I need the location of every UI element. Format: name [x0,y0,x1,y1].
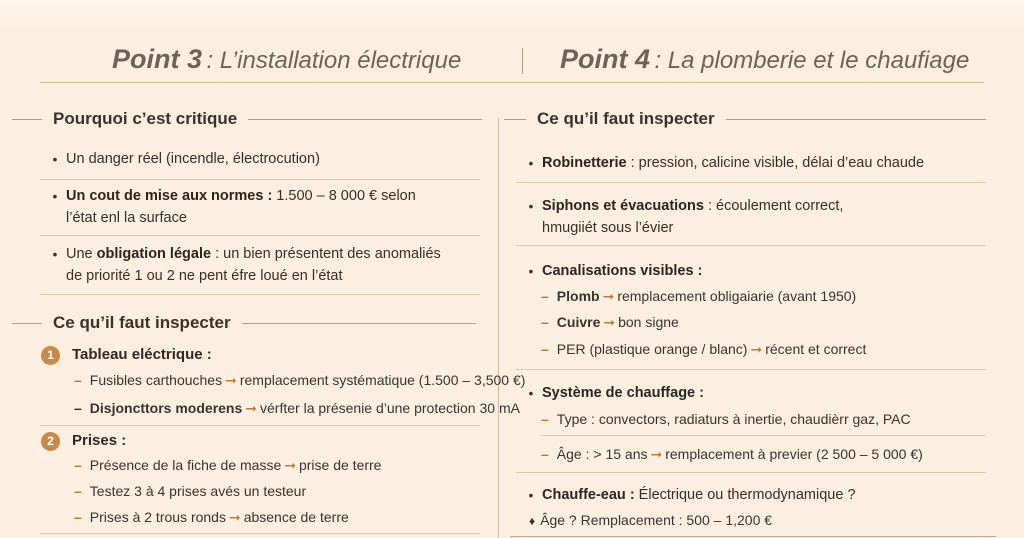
number-badge-2: 2 [41,432,60,451]
dash-icon: – [541,314,549,330]
sub-after: remplacement à previer (2 500 – 5 000 €) [665,446,923,462]
item-bold: Système de chauffage : [542,385,704,401]
bullet-icon: • [528,487,534,503]
sub-item-cuivre [541,312,679,332]
dash-icon: – [74,509,82,525]
divider [40,533,480,534]
divider [40,179,480,180]
arrow-icon: ➞ [284,457,296,473]
item-text: : un bien présentent des anomaliés [211,246,441,262]
point3-subtitle: : L’installation électrique [206,47,462,74]
bullet-icon: • [528,385,534,401]
bottom-rule [510,536,996,537]
dash-icon: – [74,372,82,388]
section-header-inspect-right [504,108,1004,130]
sub-text: Présence de la fiche de masse [89,457,282,473]
bullet-icon: • [52,151,58,167]
bullet-icon: • [528,198,534,214]
point4-title [560,44,969,80]
divider [516,182,986,183]
sub-item-age [541,444,923,464]
sub-item-fusibles [74,370,525,390]
point3-label: Point 3 [112,44,203,74]
sub-after: prise de terre [298,457,382,473]
sub-item-chauffe-eau-age [529,510,772,531]
sub-item-type [541,409,911,429]
section-title: Pourquoi c’est critique [53,109,238,128]
sub-text: Fusibles carthouches [89,372,223,388]
sub-bold: Plomb [556,288,600,304]
title-rule [40,82,984,83]
sub-bold: Disjoncttors moderens [89,400,243,416]
list-item-chauffe-eau [524,484,994,506]
arrow-icon: ➞ [603,314,616,330]
sub-after: bon signe [618,314,679,330]
dash-icon: – [74,400,82,416]
sub-after: vérfter la présenie d’une protection 30 mA [260,400,520,416]
dash-icon: – [74,457,82,473]
item-text-line2: l’état enl la surface [66,210,187,226]
dash-icon: – [541,411,549,427]
sub-item-testeur [74,481,306,501]
item-text-line2: hmugiiét sous l’évier [542,220,674,236]
divider [40,294,480,295]
dash-icon: – [541,341,549,357]
sub-after: remplacement systématique (1.500 – 3,500 €) [239,372,526,388]
dash-icon: – [541,446,549,462]
list-item-canalisations [524,260,994,282]
section-header-inspect-left [12,312,498,334]
list-item-cost [48,185,488,229]
item-bold: obligation légale [96,246,212,262]
title-separator [522,48,523,74]
sub-after: absence de terre [243,509,349,525]
divider [541,435,986,436]
divider [516,245,986,246]
item-text: 1.500 – 8 000 € selon [272,188,416,204]
item-text: : pression, calicine visible, délai d’eau chaude [626,155,925,171]
arrow-icon: ➞ [225,372,237,388]
point3-title [112,44,461,80]
item-bold: Robinetterie [542,155,627,171]
bullet-icon: • [52,246,58,262]
item-text-pre: Une [66,246,97,262]
item-text: Électrique ou thermodynamique ? [634,487,856,503]
top-band [0,0,1024,28]
list-item-robinetterie [524,152,994,174]
item-bold: Un cout de mise aux normes : [66,188,273,204]
sub-text: PER (plastique orange / blanc) [556,341,748,357]
list-item-chauffage [524,382,994,404]
section-title: Ce qu’il faut inspecter [53,313,231,332]
divider [516,472,986,473]
item-text: : écoulement correct, [703,198,844,214]
number-badge-1: 1 [41,346,60,365]
sub-item-disjoncteurs [74,398,520,418]
sub-text: Âge ? Remplacement : 500 – 1,200 € [540,512,773,528]
sub-after: récent et correct [765,341,867,357]
list-item-siphons [524,195,994,239]
sub-text: Prises à 2 trous ronds [89,509,226,525]
sub-item-plomb [541,286,856,306]
bullet-icon: • [52,188,58,204]
sub-item-trous-ronds [74,507,349,527]
dash-icon: – [541,288,549,304]
item-bold: Chauffe-eau : [542,487,635,503]
sub-text: Âge : > 15 ans [556,446,648,462]
section-title: Ce qu’il faut inspecter [537,109,715,128]
sub-bold: Cuivre [556,314,601,330]
bullet-icon: • [528,263,534,279]
sub-text: Type : convectors, radiaturs à inertie, chaudièrr gaz, PAC [556,411,911,427]
divider [516,369,986,370]
arrow-icon: ➞ [228,509,241,525]
arrow-icon: ➞ [245,400,258,416]
divider [40,425,480,426]
arrow-icon: ➞ [650,446,663,462]
column-separator [498,118,499,538]
diamond-icon: ♦ [529,514,536,528]
sub-text: Testez 3 à 4 prises avés un testeur [89,483,307,499]
group-title-prises: Prises : [72,432,127,449]
list-item-danger [48,148,488,170]
sub-after: remplacement obligaiarie (avant 1950) [617,288,857,304]
arrow-icon: ➞ [602,288,615,304]
item-bold: Siphons et évacuations [542,198,704,214]
item-bold: Canalisations visibles : [542,263,703,279]
point4-label: Point 4 [560,44,651,74]
section-header-why-critical [12,108,498,130]
item-text: Un danger réel (incendle, électrocution) [66,151,320,167]
sub-item-fiche-masse [74,455,381,475]
item-text-line2: de priorité 1 ou 2 ne pent éfre loué en l’état [66,268,343,284]
divider [40,235,480,236]
arrow-icon: ➞ [750,341,763,357]
sub-item-per [541,339,866,359]
list-item-legal [48,243,488,287]
dash-icon: – [74,483,82,499]
point4-subtitle: : La plomberie et le chaufiage [654,47,970,74]
group-title-tableau: Tableau eléctrique : [72,346,212,363]
bullet-icon: • [528,155,534,171]
